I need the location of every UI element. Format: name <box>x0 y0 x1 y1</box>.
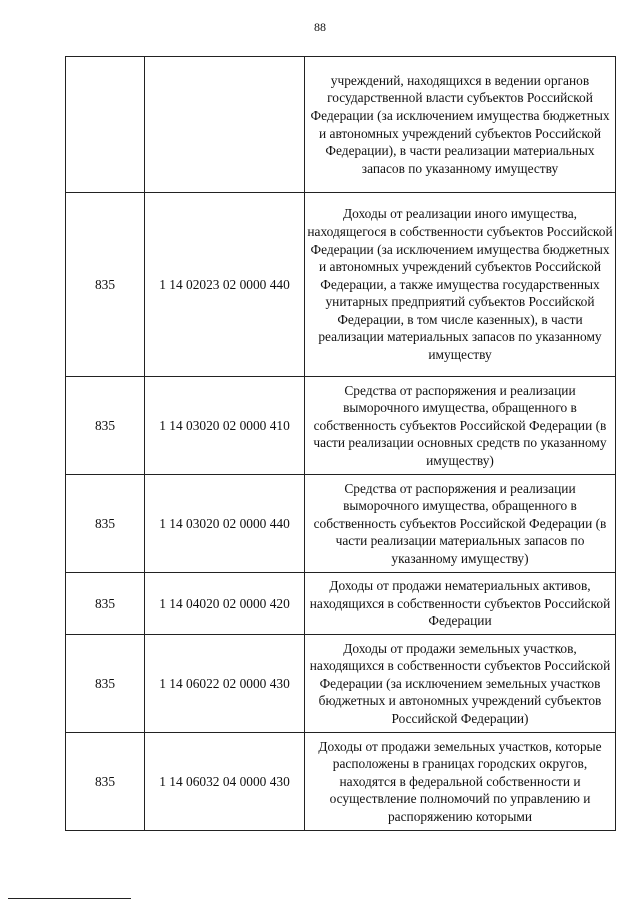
budget-classification-code-cell: 1 14 06022 02 0000 430 <box>145 635 305 733</box>
administrator-code-cell: 835 <box>66 733 145 831</box>
administrator-code-cell <box>66 57 145 193</box>
budget-classification-code-cell: 1 14 04020 02 0000 420 <box>145 573 305 635</box>
table-row <box>66 193 616 377</box>
table-row <box>66 573 616 635</box>
budget-classification-code-cell: 1 14 06032 04 0000 430 <box>145 733 305 831</box>
budget-classification-code-cell: 1 14 03020 02 0000 440 <box>145 475 305 573</box>
table-row <box>66 475 616 573</box>
administrator-code-cell: 835 <box>66 635 145 733</box>
revenue-description-cell: Средства от распоряжения и реализации выморочного имущества, обращенного в собственность субъектов Российской Федерации (в части реализации материальных запасов по указанному имуществу) <box>305 475 616 573</box>
revenue-description-cell: Доходы от реализации иного имущества, находящегося в собственности субъектов Российской Федерации (за исключением имущества бюджетных и автономных учреждений субъектов Российской Федерации, а также имущества государственных унитарных предприятий субъектов Российской Федерации, в том числе казенных), в части реализации материальных запасов по указанному имуществу <box>305 193 616 377</box>
revenue-description-cell: учреждений, находящихся в ведении органов государственной власти субъектов Российской Федерации (за исключением имущества бюджетных и автономных учреждений субъектов Российской Федерации), в части реализации материальных запасов по указанному имуществу <box>305 57 616 193</box>
administrator-code-cell: 835 <box>66 377 145 475</box>
revenue-codes-table <box>65 56 616 831</box>
footnote-separator-line <box>8 898 131 899</box>
table-row <box>66 57 616 193</box>
administrator-code-cell: 835 <box>66 193 145 377</box>
page-number: 88 <box>314 20 326 34</box>
revenue-description-cell: Доходы от продажи земельных участков, находящихся в собственности субъектов Российской Федерации (за исключением земельных участков бюджетных и автономных учреждений субъектов Российской Федерации) <box>305 635 616 733</box>
table-row <box>66 733 616 831</box>
revenue-description-cell: Средства от распоряжения и реализации выморочного имущества, обращенного в собственность субъектов Российской Федерации (в части реализации основных средств по указанному имуществу) <box>305 377 616 475</box>
revenue-description-cell: Доходы от продажи нематериальных активов, находящихся в собственности субъектов Российской Федерации <box>305 573 616 635</box>
budget-classification-code-cell: 1 14 02023 02 0000 440 <box>145 193 305 377</box>
table-row <box>66 635 616 733</box>
budget-classification-code-cell <box>145 57 305 193</box>
budget-classification-code-cell: 1 14 03020 02 0000 410 <box>145 377 305 475</box>
table-row <box>66 377 616 475</box>
revenue-description-cell: Доходы от продажи земельных участков, которые расположены в границах городских округов, находятся в федеральной собственности и осуществление полномочий по управлению и распоряжению которыми <box>305 733 616 831</box>
administrator-code-cell: 835 <box>66 573 145 635</box>
administrator-code-cell: 835 <box>66 475 145 573</box>
